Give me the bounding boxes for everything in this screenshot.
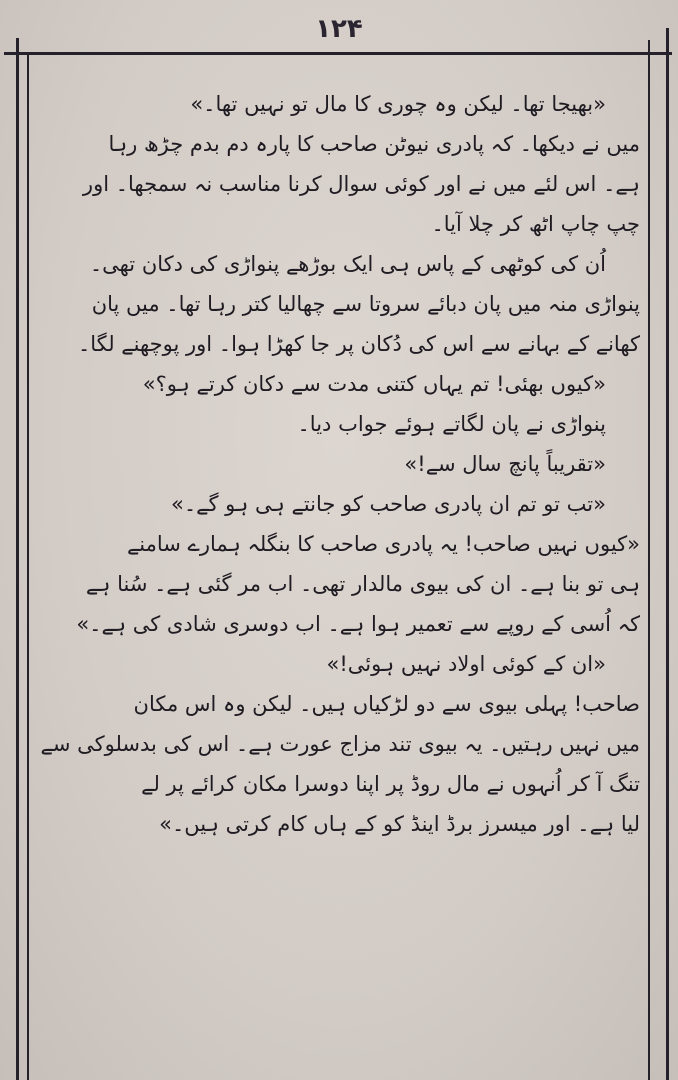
text-line: «تب تو تم ان پادری صاحب کو جانتے ہی ہو گے۔» <box>171 492 606 516</box>
frame-right-outer-rule <box>666 28 669 1080</box>
text-line: لیا ہے۔ اور میسرز برڈ اینڈ کو کے ہاں کام کرتی ہیں۔» <box>159 812 640 836</box>
text-line: تنگ آ کر اُنہوں نے مال روڈ پر اپنا دوسرا مکان کرائے پر لے <box>141 772 640 796</box>
frame-left-outer-rule <box>16 38 19 1080</box>
frame-left-inner-rule <box>27 52 29 1080</box>
text-line: کہ اُسی کے روپے سے تعمیر ہوا ہے۔ اب دوسری شادی کی ہے۔» <box>76 612 640 636</box>
text-line: صاحب! پہلی بیوی سے دو لڑکیاں ہیں۔ لیکن وہ اس مکان <box>133 692 640 716</box>
text-line: اُن کی کوٹھی کے پاس ہی ایک بوڑھے پنواڑی کی دکان تھی۔ <box>89 252 606 276</box>
text-line: پنواڑی منہ میں پان دبائے سروتا سے چھالیا کتر رہا تھا۔ میں پان <box>91 292 640 316</box>
text-line: میں نہیں رہتیں۔ یہ بیوی تند مزاج عورت ہے۔ اس کی بدسلوکی سے <box>40 732 640 756</box>
text-line: چپ چاپ اٹھ کر چلا آیا۔ <box>431 212 640 236</box>
text-line: «بھیجا تھا۔ لیکن وہ چوری کا مال تو نہیں تھا۔» <box>190 92 606 116</box>
body-text <box>40 84 640 844</box>
text-line: میں نے دیکھا۔ کہ پادری نیوٹن صاحب کا پارہ دم بدم چڑھ رہا <box>108 132 640 156</box>
text-line: ہی تو بنا ہے۔ ان کی بیوی مالدار تھی۔ اب مر گئی ہے۔ سُنا ہے <box>85 572 640 596</box>
text-line: کھانے کے بہانے سے اس کی دُکان پر جا کھڑا ہوا۔ اور پوچھنے لگا۔ <box>77 332 640 356</box>
text-line: «ان کے کوئی اولاد نہیں ہوئی!» <box>326 652 606 676</box>
frame-top-rule <box>4 52 672 55</box>
frame-right-inner-rule <box>648 40 650 1080</box>
text-line: ہے۔ اس لئے میں نے اور کوئی سوال کرنا مناسب نہ سمجھا۔ اور <box>82 172 640 196</box>
page-number: ۱۲۴ <box>315 14 363 44</box>
text-line: «تقریباً پانچ سال سے!» <box>404 452 606 476</box>
text-line: «کیوں بھئی! تم یہاں کتنی مدت سے دکان کرتے ہو؟» <box>142 372 606 396</box>
text-line: «کیوں نہیں صاحب! یہ پادری صاحب کا بنگلہ ہمارے سامنے <box>126 532 640 556</box>
text-line: پنواڑی نے پان لگاتے ہوئے جواب دیا۔ <box>297 412 606 436</box>
